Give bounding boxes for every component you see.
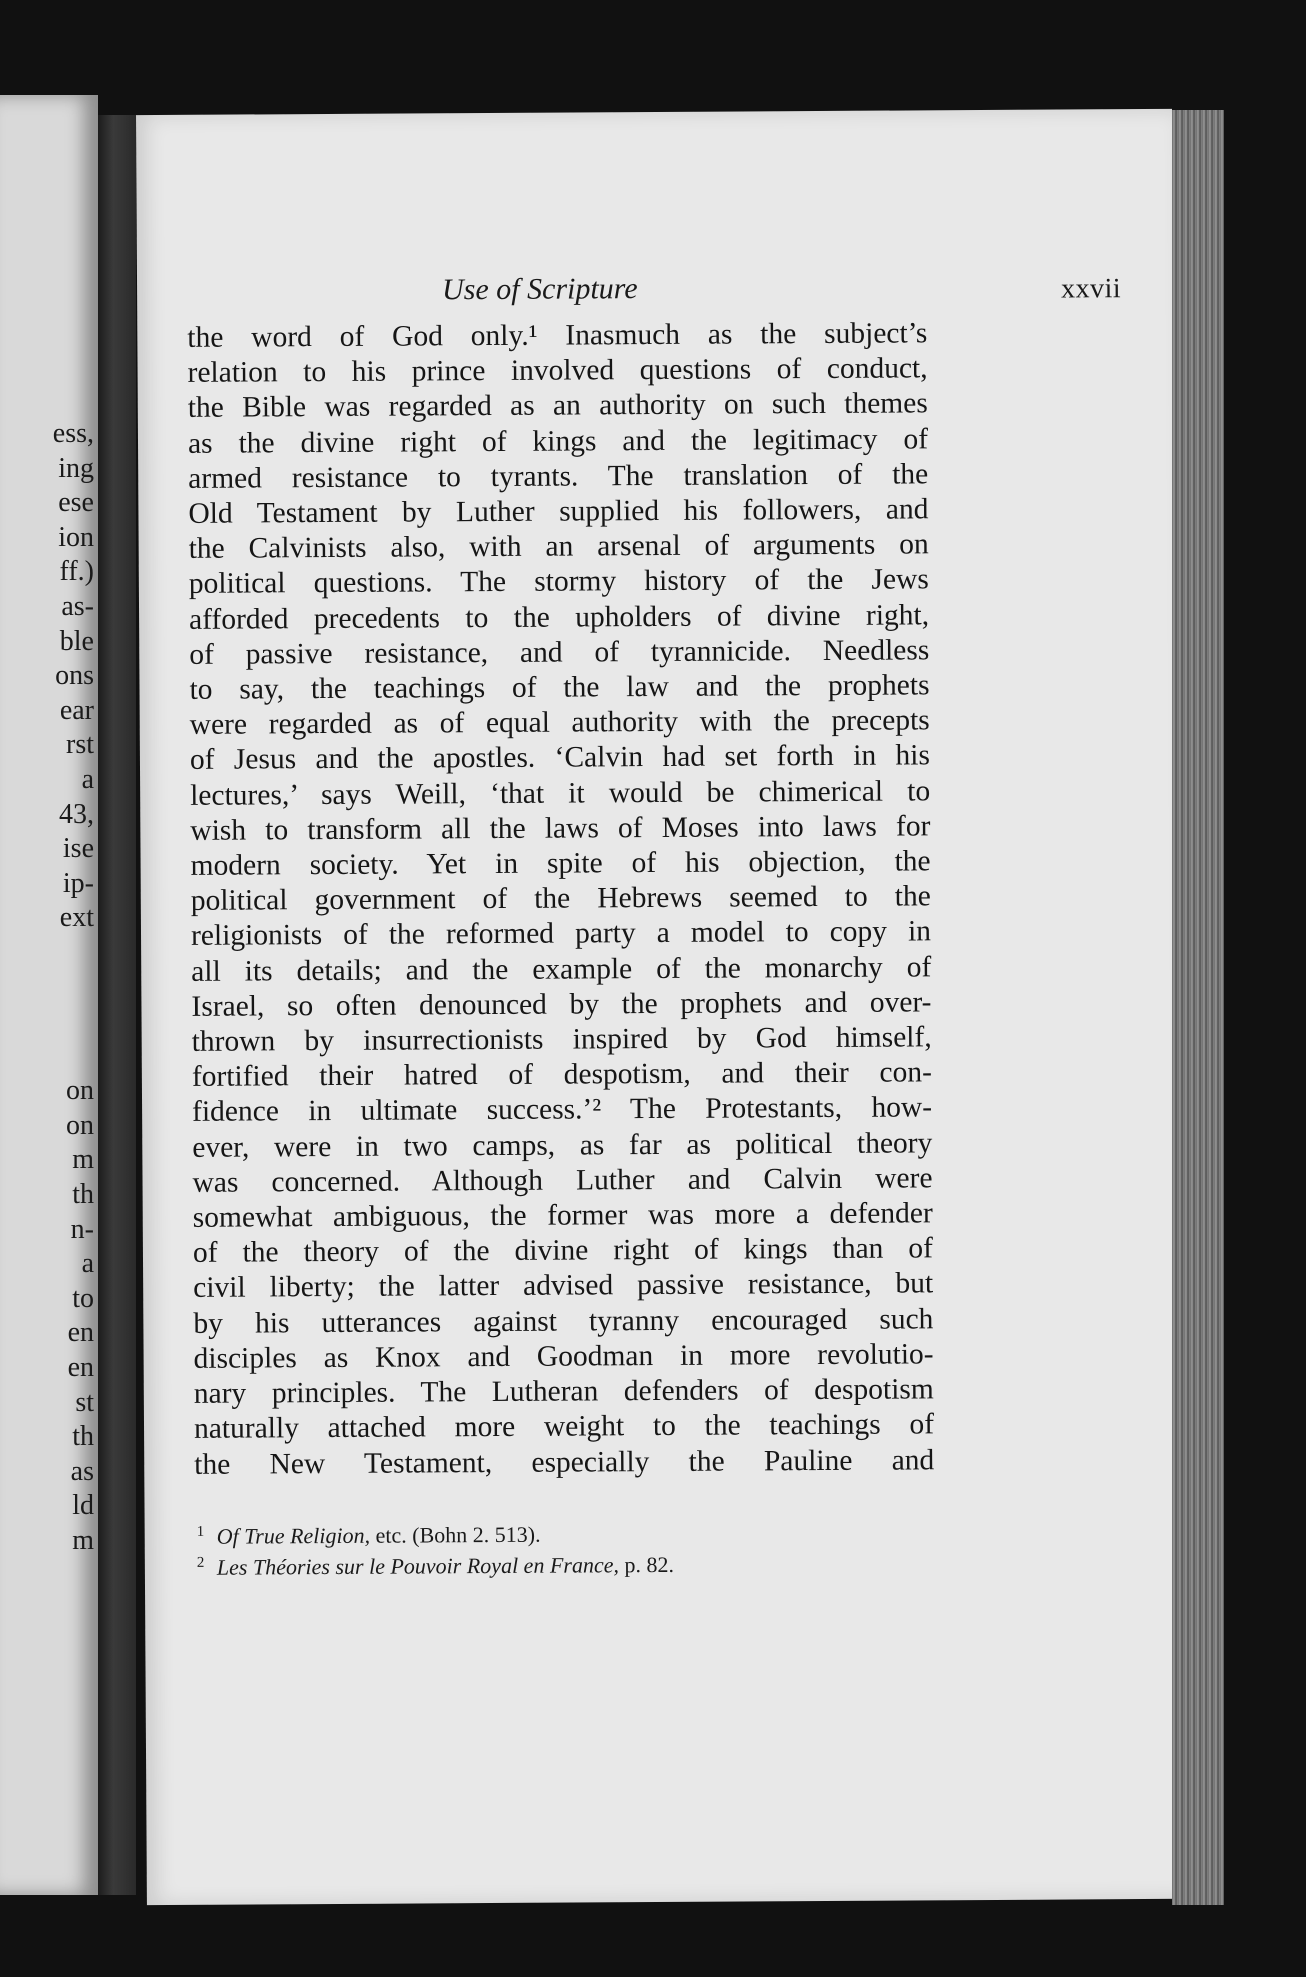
- page-number: xxvii: [1060, 273, 1122, 305]
- left-fragment-line: a: [81, 763, 94, 795]
- left-fragment-line: on: [66, 1075, 94, 1107]
- page-stack-edge: [1172, 110, 1224, 1905]
- footnotes: [195, 1516, 935, 1583]
- footnote-mark: 1: [196, 1523, 205, 1540]
- text-line: armed resistance to tyrants. The translation of the: [188, 458, 929, 495]
- left-fragment-line: to: [72, 1282, 94, 1314]
- text-line: disciples as Knox and Goodman in more revolutio-: [193, 1338, 934, 1375]
- footnote-title: Of True Religion,: [216, 1522, 371, 1549]
- left-fragment-line: n-: [70, 1213, 94, 1245]
- text-line: to say, the teachings of the law and the prophets: [189, 669, 930, 706]
- footnote: [195, 1516, 935, 1552]
- left-page-edge: [0, 95, 98, 1895]
- right-page: [136, 109, 1183, 1905]
- text-line: ever, were in two camps, as far as political theory: [192, 1126, 933, 1164]
- left-fragment-line: en: [67, 1317, 94, 1349]
- left-fragment-line: ons: [55, 660, 94, 692]
- left-fragment-line: ese: [58, 487, 94, 519]
- text-line: political questions. The stormy history of the Jews: [188, 563, 929, 601]
- text-line: Israel, so often denounced by the prophets and over-: [191, 986, 932, 1023]
- left-fragment-line: a: [81, 1248, 94, 1280]
- text-line: religionists of the reformed party a model to copy in: [190, 915, 932, 953]
- text-line: fortified their hatred of despotism, and their con-: [191, 1056, 932, 1094]
- text-line: naturally attached more weight to the teachings of: [193, 1408, 935, 1446]
- text-line: of the theory of the divine right of kings than of: [192, 1232, 934, 1270]
- text-line: political government of the Hebrews seemed to the: [190, 880, 931, 918]
- text-line: was concerned. Although Luther and Calvin were: [192, 1162, 933, 1199]
- text-line: of Jesus and the apostles. ‘Calvin had set forth in his: [189, 739, 931, 777]
- text-line: modern society. Yet in spite of his objection, the: [190, 845, 931, 882]
- text-line: the New Testament, especially the Pauline and: [194, 1443, 935, 1481]
- text-line: by his utterances against tyranny encouraged such: [193, 1303, 934, 1340]
- text-line: of passive resistance, and of tyrannicide. Needless: [189, 634, 930, 671]
- left-fragment-line: ext: [59, 902, 94, 934]
- left-fragment-line: th: [72, 1421, 94, 1453]
- text-line: civil liberty; the latter advised passive resistance, but: [193, 1267, 934, 1305]
- left-fragment-line: ise: [62, 833, 94, 865]
- left-fragment-line: as: [70, 1455, 94, 1487]
- text-line: the Calvinists also, with an arsenal of arguments on: [188, 528, 929, 566]
- left-page-text-fragments: [0, 417, 98, 1559]
- left-fragment-line: [0, 971, 94, 1006]
- text-line: fidence in ultimate success.’² The Protestants, how-: [192, 1091, 933, 1129]
- text-line: as the divine right of kings and the legitimacy of: [187, 422, 929, 460]
- left-fragment-line: ip-: [62, 867, 94, 899]
- text-line: lectures,’ says Weill, ‘that it would be chimerical to: [190, 774, 931, 812]
- text-line: afforded precedents to the upholders of divine right,: [188, 598, 930, 636]
- footnote-citation: etc. (Bohn 2. 513).: [370, 1521, 541, 1548]
- left-fragment-line: [0, 1005, 94, 1040]
- text-line: thrown by insurrectionists inspired by God himself,: [191, 1021, 932, 1058]
- left-fragment-line: ing: [58, 452, 94, 484]
- text-line: somewhat ambiguous, the former was more a defender: [192, 1197, 933, 1234]
- text-line: relation to his prince involved questions of conduct,: [187, 352, 928, 390]
- text-line: all its details; and the example of the monarchy of: [191, 950, 932, 988]
- left-fragment-line: ear: [59, 694, 94, 726]
- left-fragment-line: ble: [59, 625, 94, 657]
- left-fragment-line: [0, 1040, 94, 1075]
- text-line: the word of God only.¹ Inasmuch as the subject’s: [187, 317, 928, 354]
- left-fragment-line: [0, 936, 94, 971]
- left-fragment-line: as-: [61, 590, 94, 622]
- body-text: [187, 316, 934, 1482]
- left-fragment-line: on: [66, 1109, 94, 1141]
- left-fragment-line: m: [72, 1144, 94, 1176]
- left-fragment-line: ess,: [52, 418, 94, 449]
- left-fragment-line: m: [72, 1525, 94, 1556]
- footnote-citation: p. 82.: [618, 1551, 675, 1578]
- text-line: nary principles. The Lutheran defenders of despotism: [193, 1373, 934, 1410]
- book-gutter: [98, 115, 136, 1895]
- left-fragment-line: ion: [58, 521, 94, 553]
- footnote-mark: 2: [196, 1554, 205, 1571]
- footnote: [195, 1547, 935, 1583]
- left-fragment-line: ff.): [59, 556, 94, 588]
- left-fragment-line: st: [75, 1386, 94, 1418]
- left-fragment-line: en: [67, 1352, 94, 1384]
- left-fragment-line: rst: [66, 729, 94, 761]
- text-line: wish to transform all the laws of Moses into laws for: [190, 810, 931, 847]
- running-title: Use of Scripture: [441, 272, 638, 307]
- left-fragment-line: ld: [72, 1490, 94, 1522]
- left-fragment-line: th: [72, 1179, 94, 1211]
- footnote-title: Les Théories sur le Pouvoir Royal en France,: [216, 1552, 620, 1580]
- text-line: Old Testament by Luther supplied his followers, and: [188, 493, 929, 530]
- text-line: the Bible was regarded as an authority on such themes: [187, 387, 928, 425]
- page-header: [137, 269, 1173, 315]
- left-fragment-line: 43,: [59, 798, 94, 830]
- text-line: were regarded as of equal authority with the precepts: [189, 704, 930, 742]
